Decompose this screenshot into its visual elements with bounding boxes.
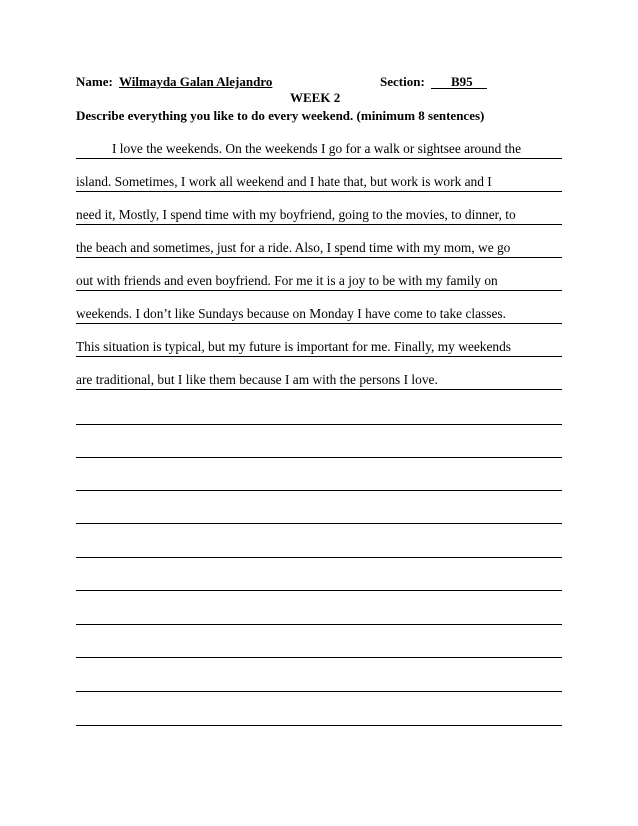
blank-writing-line [76, 523, 562, 524]
blank-writing-line [76, 725, 562, 726]
blank-writing-line [76, 490, 562, 491]
section-value-field [431, 74, 487, 89]
section-value: B95 [451, 74, 473, 89]
essay-line-text: I love the weekends. On the weekends I go for a walk or sightsee around the [112, 141, 522, 156]
essay-line [76, 138, 562, 159]
essay-line-text: need it, Mostly, I spend time with my boyfriend, going to the movies, to dinner, to [76, 207, 516, 222]
essay-line-text: out with friends and even boyfriend. For me it is a joy to be with my family on [76, 273, 498, 288]
writing-prompt: Describe everything you like to do every weekend. (minimum 8 sentences) [76, 108, 485, 123]
essay-line [76, 369, 562, 390]
essay-line-text: This situation is typical, but my future is important for me. Finally, my weekends [76, 339, 512, 354]
name-value: Wilmayda Galan Alejandro [119, 74, 273, 89]
essay-line [76, 303, 562, 324]
blank-writing-line [76, 657, 562, 658]
essay-line [76, 171, 562, 192]
blank-writing-line [76, 691, 562, 692]
section-label: Section: [380, 74, 425, 89]
essay-line-text: are traditional, but I like them because I am with the persons I love. [76, 372, 438, 387]
essay-line-text: weekends. I don’t like Sundays because on Monday I have come to take classes. [76, 306, 506, 321]
essay-line [76, 204, 562, 225]
blank-writing-line [76, 557, 562, 558]
name-label: Name: [76, 74, 113, 89]
essay-line-text: island. Sometimes, I work all weekend and I hate that, but work is work and I [76, 174, 492, 189]
blank-writing-line [76, 424, 562, 425]
week-title: WEEK 2 [290, 90, 341, 105]
essay-line-text: the beach and sometimes, just for a ride. Also, I spend time with my mom, we go [76, 240, 511, 255]
blank-writing-line [76, 457, 562, 458]
essay-line [76, 336, 562, 357]
essay-line [76, 270, 562, 291]
essay-line [76, 237, 562, 258]
blank-writing-line [76, 590, 562, 591]
blank-writing-line [76, 624, 562, 625]
